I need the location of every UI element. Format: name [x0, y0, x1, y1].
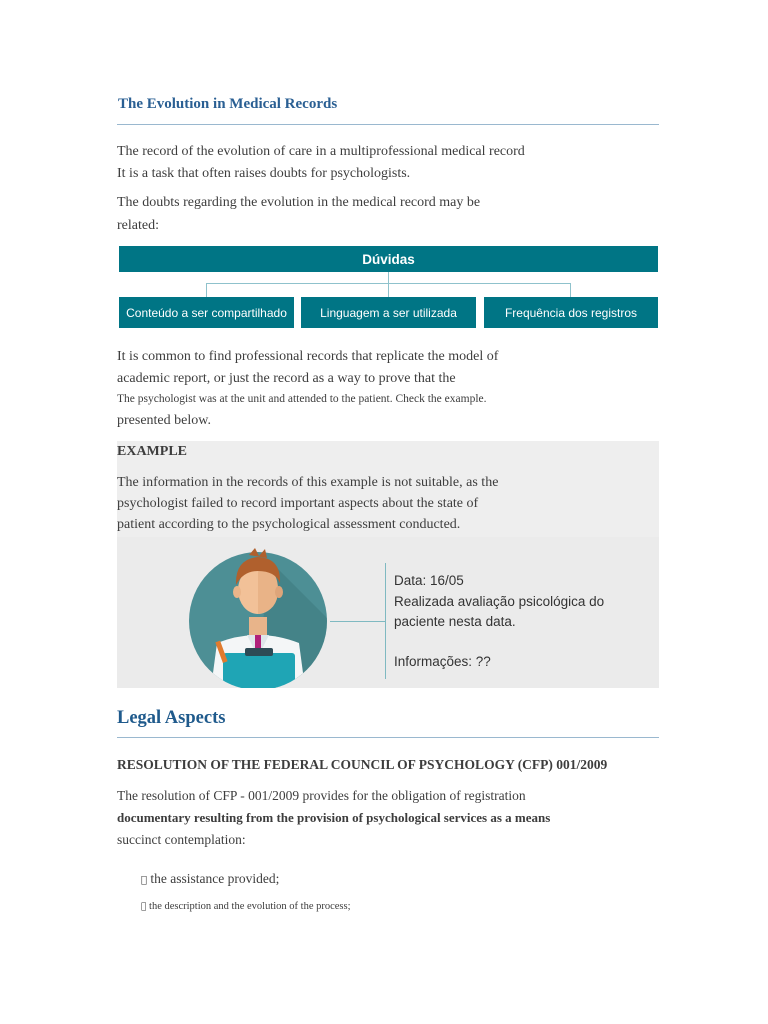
diagram-connector [570, 283, 571, 297]
diagram-connector [206, 283, 207, 297]
paragraph-line: The resolution of CFP - 001/2009 provides for the obligation of registration [117, 788, 526, 803]
paragraph-line: presented below. [117, 413, 211, 428]
paragraph-line: related: [117, 218, 159, 233]
note-date: Data: 16/05 [394, 573, 464, 588]
paragraph-line: It is common to find professional records that replicate the model of [117, 349, 499, 364]
example-heading: EXAMPLE [117, 444, 187, 459]
note-line: Realizada avaliação psicológica do [394, 594, 605, 609]
resolution-heading: RESOLUTION OF THE FEDERAL COUNCIL OF PSYCHOLOGY (CFP) 001/2009 [117, 757, 608, 772]
paragraph-line: succinct contemplation: [117, 832, 246, 847]
example-line: psychologist failed to record important aspects about the state of [117, 496, 479, 511]
diagram-child-box: Conteúdo a ser compartilhado [119, 297, 294, 328]
diagram-child-box: Linguagem a ser utilizada [301, 297, 476, 328]
paragraph-line: The doubts regarding the evolution in the medical record may be [117, 195, 481, 210]
section-title-evolution: The Evolution in Medical Records [118, 96, 338, 112]
note-line: paciente nesta data. [394, 614, 516, 629]
title-rule [117, 124, 659, 125]
paragraph-line: It is a task that often raises doubts for psychologists. [117, 166, 411, 181]
note-connector [385, 563, 386, 679]
diagram-child-box: Frequência dos registros [484, 297, 658, 328]
paragraph-line: The psychologist was at the unit and attended to the patient. Check the example. [117, 393, 487, 405]
example-line: The information in the records of this example is not suitable, as the [117, 475, 499, 490]
bullet-icon [141, 875, 147, 886]
section-title-legal: Legal Aspects [117, 708, 226, 728]
paragraph-line: The record of the evolution of care in a multiprofessional medical record [117, 144, 525, 159]
title-rule [117, 737, 659, 738]
note-connector [330, 621, 386, 622]
list-item [141, 899, 351, 915]
paragraph-line: academic report, or just the record as a way to prove that the [117, 371, 456, 386]
note-info: Informações: ?? [394, 654, 491, 669]
paragraph-line: documentary resulting from the provision of psychological services as a means [117, 810, 551, 825]
list-item [141, 868, 279, 892]
example-line: patient according to the psychological assessment conducted. [117, 517, 461, 532]
bullet-icon [141, 902, 146, 912]
diagram-root-box: Dúvidas [119, 246, 658, 272]
list-item-text: the assistance provided; [141, 871, 270, 886]
psychologist-illustration [189, 545, 329, 688]
list-item-text: the description and the evolution of the process; [141, 901, 343, 912]
diagram-connector [388, 283, 389, 297]
